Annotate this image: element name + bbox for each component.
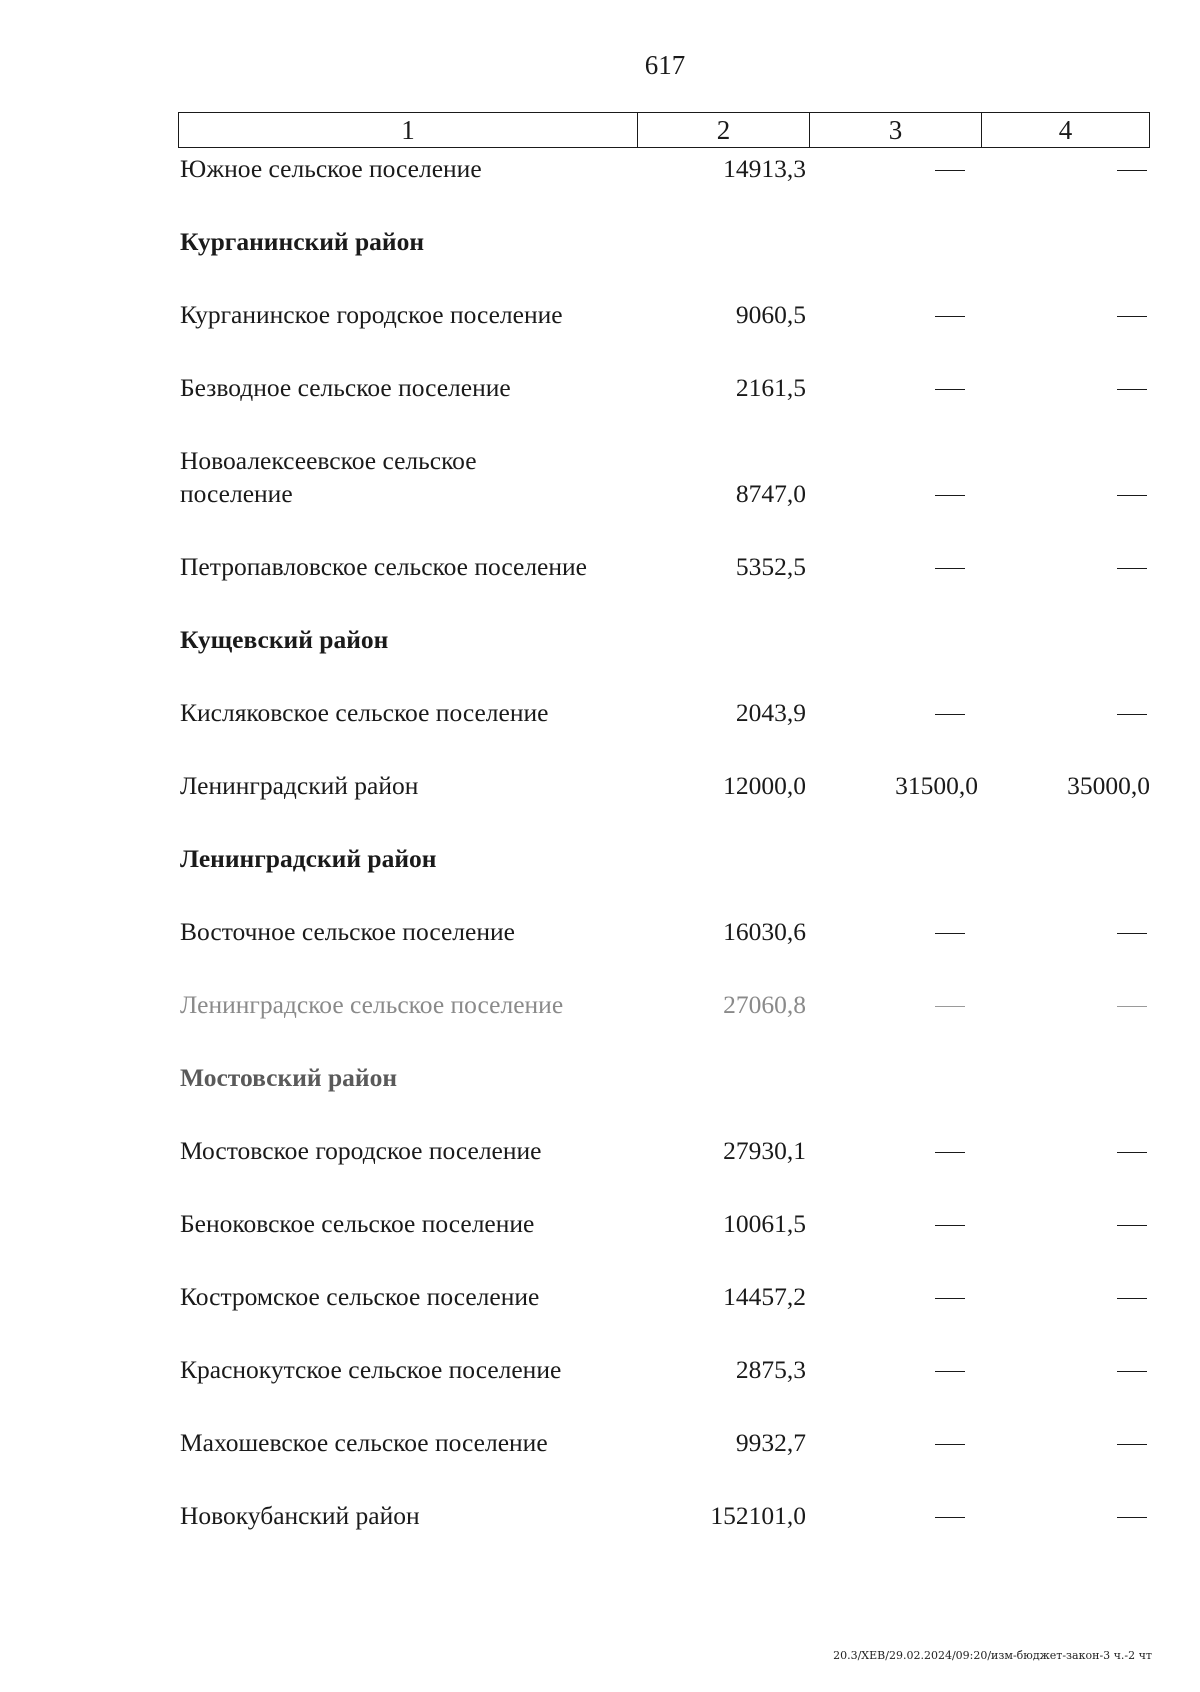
row-value-col2: 9932,7 <box>735 1428 806 1457</box>
table-row <box>180 1499 1150 1532</box>
row-value-col2: 14913,3 <box>723 154 806 183</box>
table-header <box>178 112 1150 148</box>
row-value-col2: 8747,0 <box>735 479 806 508</box>
dash-col3 <box>935 568 965 570</box>
table-row <box>180 1280 1150 1313</box>
header-col-4: 4 <box>1058 114 1073 145</box>
dash-col3 <box>935 170 965 172</box>
row-name: Ленинградский район <box>180 771 419 800</box>
district-heading: Кущевский район <box>180 625 389 654</box>
dash-col3 <box>935 389 965 391</box>
district-heading: Мостовский район <box>180 1063 398 1092</box>
page-number: 617 <box>644 50 686 80</box>
row-value-col3: 31500,0 <box>895 771 978 800</box>
dash-col4 <box>1117 1225 1147 1227</box>
table-row <box>180 988 1150 1021</box>
row-name: Кисляковское сельское поселение <box>180 698 549 727</box>
row-value-col2: 2875,3 <box>735 1355 806 1384</box>
table-row <box>180 298 1150 331</box>
row-value-col2: 12000,0 <box>723 771 806 800</box>
dash-col3 <box>935 316 965 318</box>
row-value-col2: 27060,8 <box>723 990 806 1019</box>
dash-col3 <box>935 1517 965 1519</box>
header-col-2: 2 <box>638 113 810 147</box>
district-heading: Ленинградский район <box>180 844 437 873</box>
row-value-col2: 2043,9 <box>735 698 806 727</box>
dash-col4 <box>1117 1006 1147 1008</box>
dash-col3 <box>935 714 965 716</box>
row-value-col2: 27930,1 <box>723 1136 806 1165</box>
table-row <box>180 696 1150 729</box>
row-name-line-2: поселение <box>180 479 293 508</box>
dash-col3 <box>935 933 965 935</box>
section-heading <box>180 842 1150 875</box>
table-row <box>180 550 1150 583</box>
district-heading: Курганинский район <box>180 227 425 256</box>
dash-col4 <box>1117 495 1147 497</box>
table-row <box>180 1207 1150 1240</box>
row-value-col2: 2161,5 <box>735 373 806 402</box>
row-name: Курганинское городское поселение <box>180 300 563 329</box>
dash-col4 <box>1117 714 1147 716</box>
row-value-col2: 9060,5 <box>735 300 806 329</box>
dash-col3 <box>935 1006 965 1008</box>
table-row <box>180 1426 1150 1459</box>
dash-col3 <box>935 1298 965 1300</box>
header-col-3: 3 <box>810 113 982 147</box>
table-row <box>180 371 1150 404</box>
section-heading <box>180 225 1150 258</box>
row-value-col2: 14457,2 <box>723 1282 806 1311</box>
table-row <box>180 915 1150 948</box>
row-value-col2: 5352,5 <box>735 552 806 581</box>
section-heading <box>180 1061 1150 1094</box>
dash-col4 <box>1117 389 1147 391</box>
dash-col4 <box>1117 568 1147 570</box>
dash-col3 <box>935 1225 965 1227</box>
dash-col4 <box>1117 933 1147 935</box>
table-row <box>180 444 1150 510</box>
dash-col3 <box>935 495 965 497</box>
dash-col3 <box>935 1444 965 1446</box>
header-col-1: 1 <box>179 113 638 147</box>
section-heading <box>180 623 1150 656</box>
dash-col4 <box>1117 1152 1147 1154</box>
row-value-col2: 16030,6 <box>723 917 806 946</box>
dash-col4 <box>1117 1444 1147 1446</box>
row-value-col4: 35000,0 <box>1067 771 1150 800</box>
dash-col3 <box>935 1371 965 1373</box>
row-name: Безводное сельское поселение <box>180 373 511 402</box>
row-name: Беноковское сельское поселение <box>180 1209 535 1238</box>
row-name: Новокубанский район <box>180 1501 420 1530</box>
row-name: Петропавловское сельское поселение <box>180 552 587 581</box>
table-row <box>180 1353 1150 1386</box>
dash-col4 <box>1117 1371 1147 1373</box>
row-name: Костромское сельское поселение <box>180 1282 540 1311</box>
row-name: Краснокутское сельское поселение <box>180 1355 562 1384</box>
dash-col4 <box>1117 170 1147 172</box>
row-name-line-1: Новоалексеевское сельское <box>180 446 477 475</box>
row-name: Мостовское городское поселение <box>180 1136 542 1165</box>
row-value-col2: 10061,5 <box>723 1209 806 1238</box>
row-name: Восточное сельское поселение <box>180 917 515 946</box>
table-row <box>180 152 1150 185</box>
table-row <box>180 769 1150 802</box>
row-name: Махошевское сельское поселение <box>180 1428 548 1457</box>
row-name: Южное сельское поселение <box>180 154 482 183</box>
document-footer: 20.3/ХЕВ/29.02.2024/09:20/изм-бюджет-закон-3 ч.-2 чт <box>833 1649 1152 1662</box>
row-value-col2: 152101,0 <box>710 1501 806 1530</box>
table-row <box>180 1134 1150 1167</box>
row-name: Ленинградское сельское поселение <box>180 990 564 1019</box>
dash-col4 <box>1117 1298 1147 1300</box>
dash-col4 <box>1117 316 1147 318</box>
dash-col4 <box>1117 1517 1147 1519</box>
dash-col3 <box>935 1152 965 1154</box>
